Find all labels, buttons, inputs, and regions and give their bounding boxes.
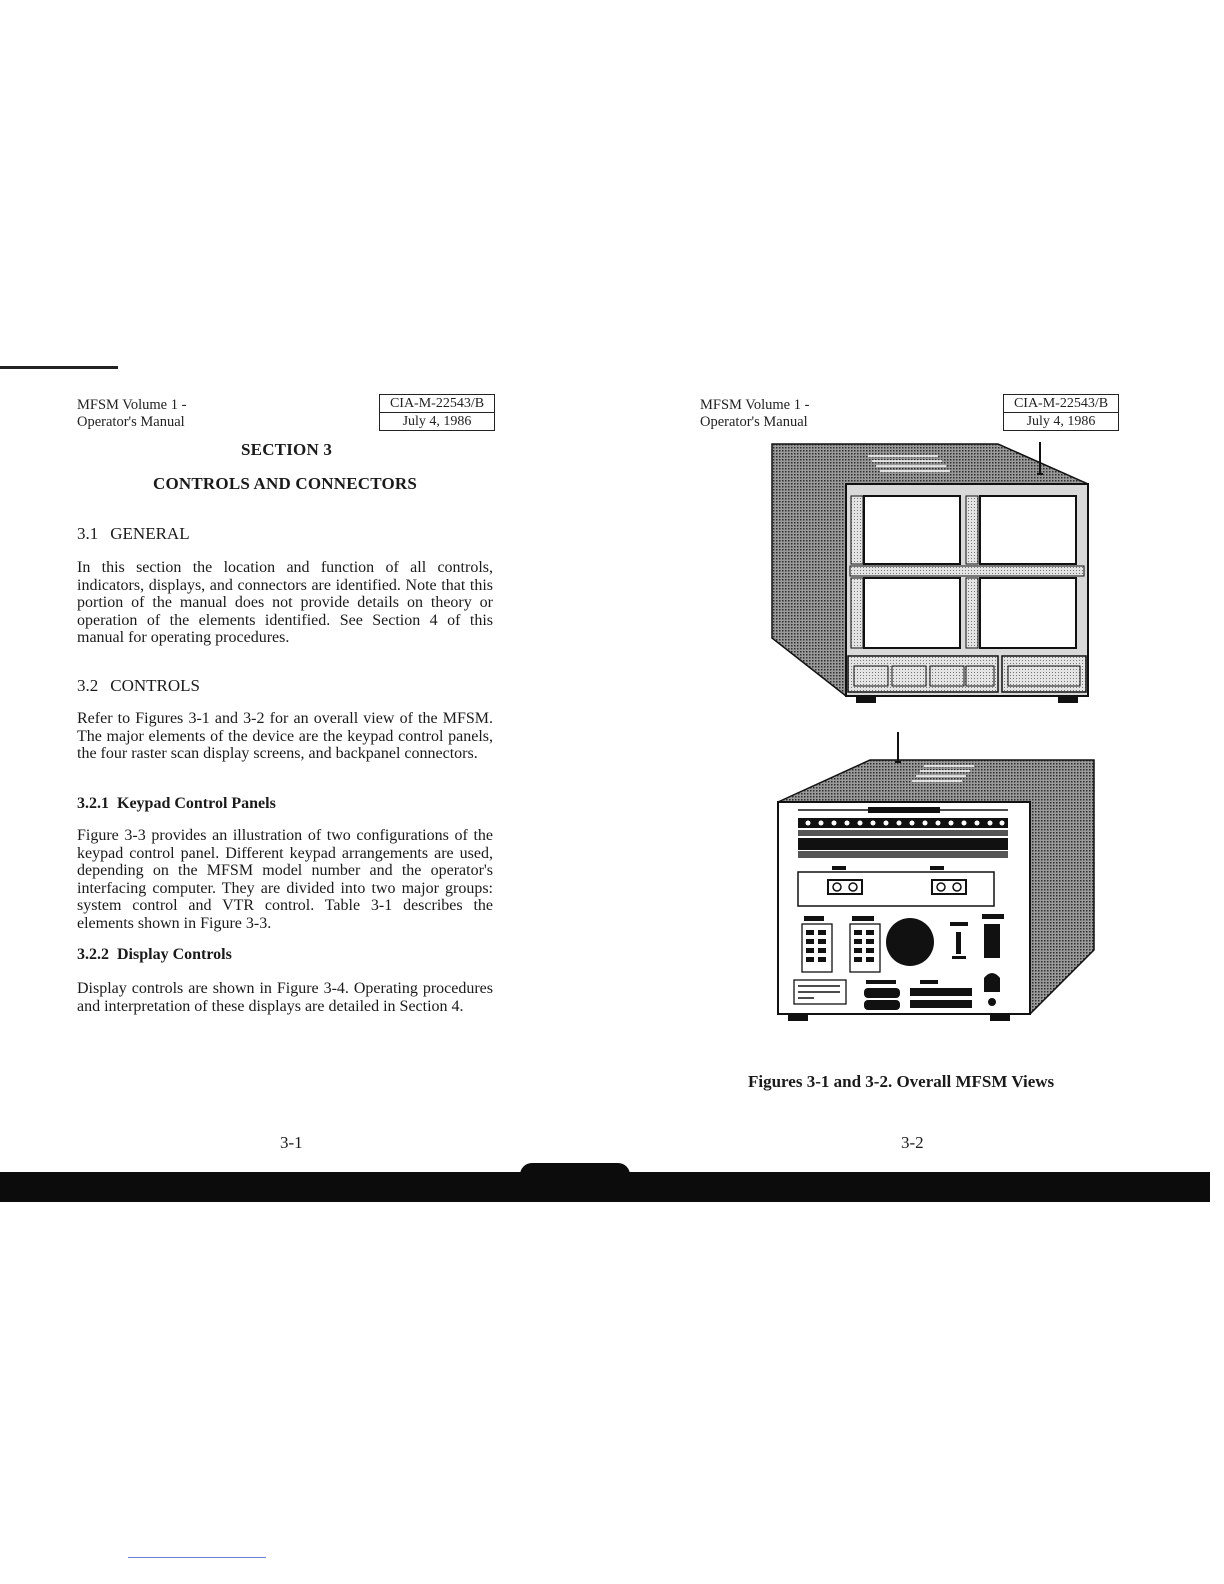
heading-3-2-1 — [77, 795, 276, 813]
doc-date: July 4, 1986 — [1026, 414, 1096, 429]
doc-title-line1: MFSM Volume 1 - — [77, 397, 187, 413]
paragraph-3-1: In this section the location and function of all controls, indicators, displays, and connectors are identified. Note that this portion of the manual does not provide details on theory or operation of the elements identified. See Section 4 of this manual for operating procedures. — [77, 559, 493, 646]
doc-title-line1: MFSM Volume 1 - — [700, 397, 810, 413]
doc-ref: CIA-M-22543/B — [1004, 395, 1118, 413]
right-page-ref-box — [1003, 394, 1119, 431]
heading-number: 3.2.2 — [77, 946, 109, 963]
figure-back-view — [774, 730, 1098, 1026]
heading-3-2-2 — [77, 946, 232, 964]
page-number-right: 3-2 — [901, 1133, 924, 1152]
paragraph-3-2-1: Figure 3-3 provides an illustration of two configurations of the keypad control panel. Different keypad arrangements are used, depending on the MFSM model number and the operator's interfacing computer. They are divided into two major groups: system control and VTR control. Table 3-1 describes the elements shown in Figure 3-3. — [77, 827, 493, 932]
left-page-ref-box — [379, 394, 495, 431]
doc-title-line2: Operator's Manual — [77, 414, 185, 430]
figure-front-view — [758, 438, 1098, 710]
heading-text: Display Controls — [117, 946, 232, 963]
left-page-header-title — [77, 397, 186, 431]
section-title: CONTROLS AND CONNECTORS — [153, 474, 418, 493]
paragraph-3-2-2: Display controls are shown in Figure 3-4. Operating procedures and interpretation of these displays are detailed in Section 4. — [77, 980, 493, 1015]
heading-number: 3.1 — [77, 524, 99, 543]
doc-date: July 4, 1986 — [402, 414, 472, 429]
paragraph-3-2: Refer to Figures 3-1 and 3-2 for an overall view of the MFSM. The major elements of the device are the keypad control panels, the four raster scan display screens, and backpanel connectors. — [77, 710, 493, 762]
heading-text: GENERAL — [110, 524, 190, 543]
heading-3-2 — [77, 676, 200, 696]
heading-3-1 — [77, 524, 190, 544]
section-label: SECTION 3 — [241, 440, 333, 459]
heading-number: 3.2.1 — [77, 795, 109, 812]
heading-number: 3.2 — [77, 676, 99, 695]
page-number-left: 3-1 — [280, 1133, 303, 1152]
heading-text: Keypad Control Panels — [117, 795, 276, 812]
heading-text: CONTROLS — [110, 676, 200, 695]
right-page-header-title — [700, 397, 809, 431]
doc-title-line2: Operator's Manual — [700, 414, 808, 430]
right-page — [612, 0, 1224, 1584]
figure-caption: Figures 3-1 and 3-2. Overall MFSM Views — [748, 1072, 1055, 1091]
doc-ref: CIA-M-22543/B — [380, 395, 494, 413]
